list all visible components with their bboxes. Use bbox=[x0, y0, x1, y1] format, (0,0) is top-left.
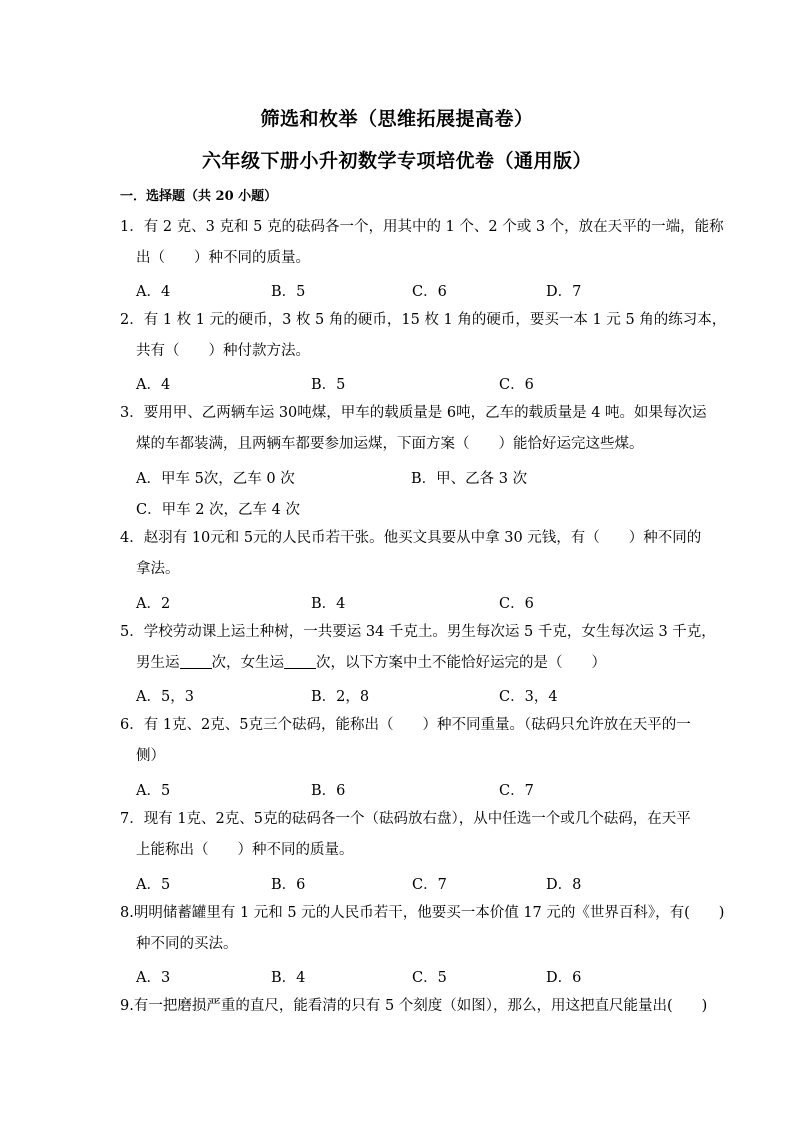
question-text: 次，以下方案中土不能恰好运完的是（ ） bbox=[316, 655, 606, 671]
question-text: 5．学校劳动课上运土种树，一共要运 34 千克土。男生每次运 5 千克，女生每次运 3 千克， bbox=[120, 624, 716, 640]
question-text-line2 bbox=[120, 648, 680, 679]
question-text: 男生运 bbox=[136, 655, 180, 671]
question-text: 次，女生运 bbox=[211, 655, 284, 671]
option-c[interactable]: C．6 bbox=[499, 596, 534, 612]
option-d[interactable]: D．7 bbox=[546, 284, 582, 300]
options-6 bbox=[136, 779, 696, 801]
question-4 bbox=[120, 523, 702, 585]
options-2 bbox=[136, 373, 696, 395]
question-text: 1．有 2 克、3 克和 5 克的砝码各一个，用其中的 1 个、2 个或 3 个，放在天平的一端，能称 bbox=[120, 219, 724, 235]
options-3-row2 bbox=[136, 498, 696, 520]
section-heading: 一．选择题（共 20 小题） bbox=[120, 189, 278, 204]
question-text: 2．有 1 枚 1 元的硬币，3 枚 5 角的硬币，15 枚 1 角的硬币，要买一本 1 元 5 角的练习本， bbox=[120, 312, 727, 328]
option-d[interactable]: D．8 bbox=[546, 877, 582, 893]
question-text: 6．有 1克、2克、5克三个砝码，能称出（ ）种不同重量。（砝码只允许放在天平的一 bbox=[120, 717, 691, 733]
question-text: 上能称出（ ）种不同的质量。 bbox=[136, 842, 354, 858]
option-d[interactable]: D．6 bbox=[546, 970, 582, 986]
answer-blank[interactable] bbox=[284, 654, 316, 669]
option-c[interactable]: C．甲车 2 次，乙车 4 次 bbox=[136, 502, 300, 518]
option-a[interactable]: A．3 bbox=[136, 970, 171, 986]
option-b[interactable]: B．6 bbox=[271, 877, 306, 893]
option-b[interactable]: B．5 bbox=[271, 284, 306, 300]
answer-blank[interactable] bbox=[180, 654, 212, 669]
question-text: 侧） bbox=[136, 748, 165, 764]
main-title: 筛选和枚举（思维拓展提高卷） bbox=[260, 108, 534, 130]
question-6 bbox=[120, 710, 691, 772]
question-3 bbox=[120, 398, 707, 460]
question-text: 共有（ ）种付款方法。 bbox=[136, 343, 310, 359]
option-b[interactable]: B．甲、乙各 3 次 bbox=[411, 471, 528, 487]
option-a[interactable]: A．5 bbox=[136, 783, 171, 799]
options-7 bbox=[136, 873, 696, 895]
option-c[interactable]: C．5 bbox=[412, 970, 447, 986]
question-text: 出（ ）种不同的质量。 bbox=[136, 250, 310, 266]
question-text: 拿法。 bbox=[136, 561, 180, 577]
question-text: 4．赵羽有 10元和 5元的人民币若干张。他买文具要从中拿 30 元钱，有（ ）种不同的 bbox=[120, 530, 702, 546]
subtitle: 六年级下册小升初数学专项培优卷（通用版） bbox=[201, 150, 592, 172]
option-c[interactable]: C．7 bbox=[499, 783, 534, 799]
option-c[interactable]: C．6 bbox=[412, 284, 447, 300]
options-3 bbox=[136, 467, 696, 489]
option-b[interactable]: B．5 bbox=[311, 377, 346, 393]
option-a[interactable]: A．4 bbox=[136, 284, 171, 300]
question-text: 9.有一把磨损严重的直尺，能看清的只有 5 个刻度（如图），那么，用这把直尺能量出( ) bbox=[120, 998, 708, 1014]
option-c[interactable]: C．3，4 bbox=[499, 689, 558, 705]
option-a[interactable]: A．5，3 bbox=[136, 689, 194, 705]
question-2 bbox=[120, 305, 727, 367]
question-5 bbox=[120, 617, 716, 679]
question-7 bbox=[120, 804, 691, 866]
option-a[interactable]: A．5 bbox=[136, 877, 171, 893]
options-1 bbox=[136, 280, 696, 302]
option-a[interactable]: A．2 bbox=[136, 596, 171, 612]
option-c[interactable]: C．7 bbox=[412, 877, 447, 893]
question-text: 7．现有 1克、2克、5克的砝码各一个（砝码放右盘），从中任选一个或几个砝码，在天平 bbox=[120, 811, 691, 827]
option-a[interactable]: A．4 bbox=[136, 377, 171, 393]
question-8 bbox=[120, 898, 725, 960]
options-4 bbox=[136, 592, 696, 614]
question-text: 8.明明储蓄罐里有 1 元和 5 元的人民币若干，他要买一本价值 17 元的《世界百科》，有( ) bbox=[120, 905, 725, 921]
option-b[interactable]: B．4 bbox=[271, 970, 306, 986]
option-b[interactable]: B．2，8 bbox=[311, 689, 370, 705]
option-a[interactable]: A．甲车 5次，乙车 0 次 bbox=[136, 471, 295, 487]
option-b[interactable]: B．4 bbox=[311, 596, 346, 612]
question-9 bbox=[120, 991, 708, 1022]
question-text: 3．要用甲、乙两辆车运 30吨煤，甲车的载质量是 6吨，乙车的载质量是 4 吨。如果每次运 bbox=[120, 405, 707, 421]
options-8 bbox=[136, 966, 696, 988]
options-5 bbox=[136, 685, 696, 707]
option-b[interactable]: B．6 bbox=[311, 783, 346, 799]
question-text: 煤的车都装满，且两辆车都要参加运煤，下面方案（ ）能恰好运完这些煤。 bbox=[136, 436, 644, 452]
question-text: 种不同的买法。 bbox=[136, 936, 238, 952]
option-c[interactable]: C．6 bbox=[499, 377, 534, 393]
question-1 bbox=[120, 212, 724, 274]
